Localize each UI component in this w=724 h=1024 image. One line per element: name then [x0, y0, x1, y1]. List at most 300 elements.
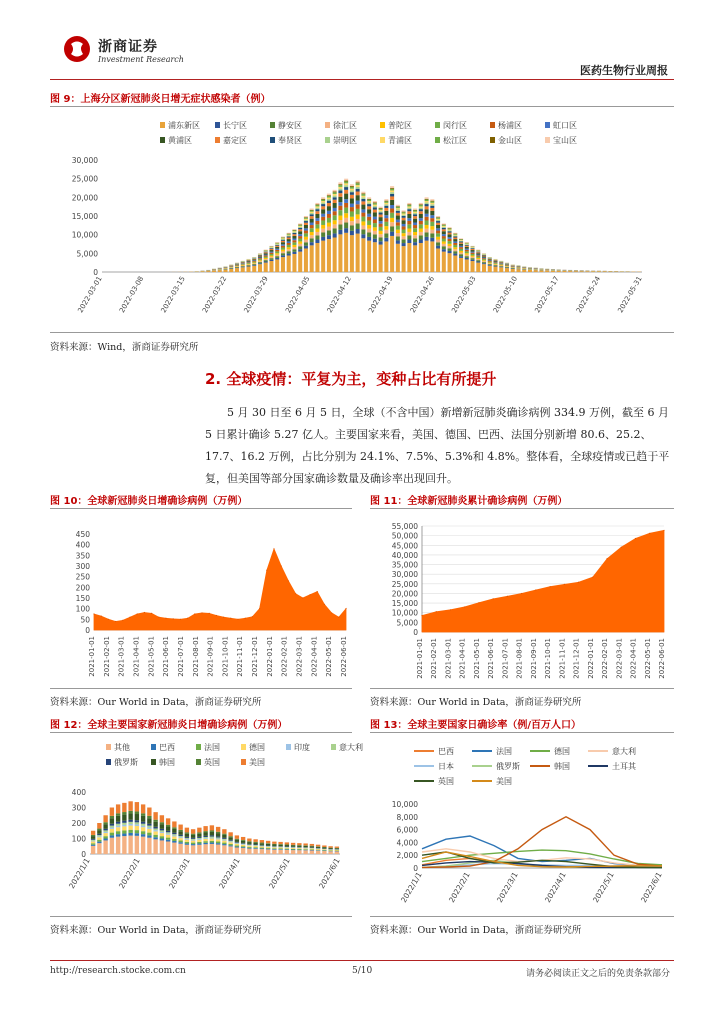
fig12-bar-segment [216, 842, 220, 844]
fig12-bar-segment [160, 824, 164, 829]
fig9-bar-segment [436, 240, 440, 243]
fig9-bar-segment [321, 197, 325, 198]
fig9-bar-segment [269, 254, 273, 256]
fig9-bar-segment [471, 246, 475, 247]
fig9-bar-segment [275, 256, 279, 258]
fig9-bar-segment [436, 221, 440, 223]
fig9-bottom-rule [50, 332, 674, 333]
y-tick-label: 300 [71, 803, 86, 813]
fig12-bar-segment [272, 849, 276, 850]
fig9-bar-segment [304, 225, 308, 228]
fig9-bar-segment [344, 181, 348, 182]
fig12-bar-segment [235, 843, 239, 844]
fig12-bar-segment [172, 836, 176, 839]
fig9-bar-segment [338, 190, 342, 193]
x-tick-label: 2022-05-01 [325, 636, 334, 677]
fig9-bar-segment [396, 208, 400, 209]
fig9-bar-segment [241, 264, 245, 265]
fig12-bar-segment [91, 846, 95, 854]
fig12-bar-segment [328, 848, 332, 849]
fig12-bar-segment [185, 842, 189, 844]
fig9-bar-segment [315, 240, 319, 243]
fig9-bar-segment [298, 234, 302, 236]
fig12-bar-segment [310, 850, 314, 854]
fig9-bar-segment [384, 199, 388, 200]
fig9-bar-segment [402, 239, 406, 243]
fig9-bar-segment [269, 247, 273, 248]
fig12-bar-segment [216, 833, 220, 836]
fig9-bar-segment [413, 214, 417, 216]
fig12-bar-segment [210, 838, 214, 839]
fig11-title-rule [370, 508, 674, 509]
fig12-bar-segment [235, 847, 239, 848]
fig9-bar-segment [436, 228, 440, 230]
fig9-bar-segment [275, 246, 279, 247]
fig12-bar-segment [110, 835, 114, 837]
x-tick-label: 2022-01-01 [586, 638, 595, 679]
fig12-bar-segment [97, 840, 101, 842]
fig9-bar-segment [482, 264, 486, 272]
fig12-bar-segment [241, 847, 245, 848]
fig11-title: 图 11：全球新冠肺炎累计确诊病例（万例） [370, 496, 568, 507]
fig9-bar-segment [407, 235, 411, 239]
fig9-bar-segment [597, 271, 601, 272]
y-tick-label: 250 [75, 572, 90, 582]
fig12-bar-segment [216, 827, 220, 832]
fig9-bar-segment [425, 241, 429, 272]
fig9-bar-segment [384, 230, 388, 234]
fig12-bar-segment [135, 811, 139, 814]
fig12-bar-segment [222, 843, 226, 844]
fig9-legend-label: 长宁区 [223, 121, 247, 130]
fig9-bar-segment [436, 218, 440, 219]
x-tick-label: 2021-10-01 [221, 636, 230, 677]
fig12-bar-segment [185, 838, 189, 839]
fig10-point [151, 613, 152, 614]
x-tick-label: 2022-03-08 [117, 275, 146, 315]
fig12-bar-segment [128, 826, 132, 830]
fig9-bar-segment [425, 204, 429, 206]
x-tick-label: 2021-07-01 [501, 638, 510, 679]
fig9-bar-segment [413, 209, 417, 210]
fig9-bar-segment [298, 228, 302, 229]
fig9-bar-segment [367, 204, 371, 206]
fig9-bar-segment [246, 262, 250, 263]
fig9-bar-segment [275, 251, 279, 253]
fig12-bar-segment [141, 837, 145, 854]
fig9-bar-segment [425, 232, 429, 236]
fig12-bar-segment [260, 845, 264, 846]
fig12-bar-segment [303, 845, 307, 846]
fig9-bar-segment [419, 232, 423, 235]
fig9-bar-segment [333, 220, 337, 224]
fig9-bar-segment [356, 192, 360, 196]
fig9-bar-segment [269, 261, 273, 272]
fig9-bar-segment [402, 226, 406, 229]
fig9-bar-segment [471, 252, 475, 253]
fig9-bar-segment [448, 230, 452, 231]
fig9-bar-segment [419, 209, 423, 211]
fig9-bar-segment [442, 229, 446, 231]
y-tick-label: 50 [80, 615, 90, 625]
fig12-bar-segment [178, 836, 182, 837]
fig9-bar-segment [557, 271, 561, 272]
fig9-bar-segment [436, 233, 440, 236]
fig9-bar-segment [442, 234, 446, 236]
fig12-bar-segment [210, 843, 214, 844]
fig9-bar-segment [350, 204, 354, 208]
fig9-bar-segment [471, 258, 475, 260]
fig9-bar-segment [568, 271, 572, 272]
fig9-bar-segment [425, 197, 429, 198]
fig12-bar-segment [160, 839, 164, 841]
fig13-source: 资料来源：Our World in Data，浙商证券研究所 [370, 925, 582, 936]
fig9-bar-segment [425, 201, 429, 202]
fig9-bar-segment [264, 260, 268, 261]
fig9-bar-segment [471, 257, 475, 258]
fig9-legend-label: 嘉定区 [223, 136, 247, 145]
fig9-bar-segment [361, 196, 365, 198]
fig9-bar-segment [425, 214, 429, 217]
fig9-bar-segment [384, 226, 388, 230]
fig12-bar-segment [285, 849, 289, 850]
fig12-bar-segment [303, 846, 307, 847]
fig9-legend-swatch [160, 137, 165, 143]
fig9-bar-segment [321, 209, 325, 213]
fig9-legend-swatch [380, 122, 385, 128]
fig12-bar-segment [241, 844, 245, 845]
fig9-bar-segment [252, 261, 256, 262]
fig12-bar-segment [291, 845, 295, 846]
fig9-bar-segment [425, 217, 429, 221]
fig9-bar-segment [246, 266, 250, 267]
x-tick-label: 2022-04-26 [408, 275, 437, 315]
y-tick-label: 25,000 [71, 174, 98, 184]
fig12-bar-segment [135, 826, 139, 830]
fig9-bar-segment [448, 248, 452, 251]
fig9-bar-segment [287, 241, 291, 243]
fig12-bar-segment [197, 840, 201, 842]
fig9-bar-segment [430, 204, 434, 205]
fig13-legend-label: 俄罗斯 [496, 762, 520, 771]
fig9-bar-segment [396, 236, 400, 240]
fig12-bar-segment [191, 845, 195, 854]
fig12-bar-segment [247, 842, 251, 844]
fig9-bar-segment [459, 240, 463, 241]
fig12-bar-segment [116, 826, 120, 827]
fig9-bar-segment [258, 261, 262, 262]
fig11-point [621, 547, 622, 548]
fig9-bar-segment [350, 207, 354, 211]
fig12-bar-segment [303, 850, 307, 851]
fig9-bar-segment [287, 254, 291, 256]
fig12-bar-segment [197, 842, 201, 844]
fig9-bar-segment [488, 266, 492, 272]
x-tick-label: 2022-02-01 [280, 636, 289, 677]
fig9-bar-segment [292, 249, 296, 252]
fig12-bar-segment [291, 843, 295, 845]
fig9-bar-segment [321, 241, 325, 272]
fig10-point [281, 565, 282, 566]
fig9-bar-segment [310, 242, 314, 245]
fig9-bar-segment [413, 216, 417, 219]
fig9-bar-segment [488, 260, 492, 261]
fig12-bar-segment [260, 843, 264, 844]
y-tick-label: 0 [413, 864, 418, 873]
fig12-bar-segment [122, 825, 126, 827]
fig9-bar-segment [315, 218, 319, 221]
fig9-bar-segment [476, 252, 480, 253]
fig9-bar-segment [241, 266, 245, 267]
fig12-bar-segment [322, 845, 326, 847]
fig10-point [295, 593, 296, 594]
fig9-bar-segment [264, 258, 268, 259]
fig12-bar-segment [310, 849, 314, 850]
x-tick-label: 2021-04-01 [132, 636, 141, 677]
fig9-bar-segment [430, 241, 434, 272]
fig12-bar-segment [253, 839, 257, 842]
fig9-source: 资料来源：Wind，浙商证券研究所 [50, 342, 199, 353]
fig9-bar-segment [287, 236, 291, 237]
fig12-bar-segment [291, 845, 295, 846]
fig12-bar-segment [128, 824, 132, 826]
fig12-bar-segment [228, 842, 232, 843]
fig12-bar-segment [185, 840, 189, 842]
fig9-bar-segment [402, 220, 406, 224]
fig9-bar-segment [298, 223, 302, 224]
fig9-bar-segment [390, 205, 394, 208]
fig12-bar-segment [122, 830, 126, 833]
fig12-bar-segment [285, 844, 289, 845]
fig9-legend-swatch [325, 122, 330, 128]
fig9-bar-segment [361, 192, 365, 194]
y-tick-label: 30,000 [391, 570, 418, 580]
fig12-bar-segment [91, 845, 95, 846]
fig10-point [93, 613, 94, 614]
fig9-bar-segment [281, 250, 285, 252]
fig12-bar-segment [91, 840, 95, 841]
fig9-bar-segment [471, 253, 475, 254]
fig12-title: 图 12：全球主要国家新冠肺炎日增确诊病例（万例） [50, 720, 288, 731]
x-tick-label: 2022-05-24 [574, 275, 603, 315]
fig9-bar-segment [287, 234, 291, 235]
fig12-bar-segment [128, 836, 132, 854]
fig12-bar-segment [135, 824, 139, 826]
fig9-bar-segment [275, 259, 279, 272]
y-tick-label: 100 [75, 604, 90, 614]
fig12-bar-segment [91, 841, 95, 842]
fig9-bar-segment [367, 241, 371, 272]
fig9-bar-segment [304, 220, 308, 221]
fig9-bar-segment [407, 211, 411, 214]
fig9-bar-segment [379, 224, 383, 227]
fig9-bar-segment [390, 218, 394, 222]
fig12-bar-segment [247, 839, 251, 842]
fig9-bar-segment [471, 247, 475, 248]
fig10-point [180, 619, 181, 620]
y-tick-label: 20,000 [71, 193, 98, 203]
fig9-bar-segment [304, 216, 308, 217]
fig9-legend-label: 虹口区 [553, 121, 577, 130]
fig12-bar-segment [191, 843, 195, 844]
fig12-bar-segment [141, 816, 145, 822]
fig12-bar-segment [328, 851, 332, 854]
fig12-bar-segment [203, 831, 207, 832]
fig9-bar-segment [356, 187, 360, 189]
fig9-bar-segment [292, 229, 296, 230]
x-tick-label: 2022-04-05 [284, 275, 312, 315]
x-tick-label: 2021-03-01 [117, 636, 126, 677]
fig9-bar-segment [338, 187, 342, 189]
x-tick-label: 2021-03-01 [444, 638, 453, 679]
fig12-legend-label: 韩国 [159, 758, 175, 767]
fig12-bar-segment [122, 815, 126, 821]
footer-url[interactable]: http://research.stocke.com.cn [50, 966, 186, 976]
fig12-bar-segment [185, 845, 189, 854]
fig11-source: 资料来源：Our World in Data，浙商证券研究所 [370, 697, 582, 708]
fig9-bar-segment [482, 258, 486, 259]
fig9-bar-segment [356, 195, 360, 200]
fig12-bar-segment [166, 834, 170, 835]
fig9-bar-segment [453, 251, 457, 253]
x-tick-label: 2022-04-01 [629, 638, 638, 679]
fig12-bar-segment [235, 843, 239, 844]
fig9-bar-segment [476, 253, 480, 254]
fig9-bar-segment [407, 243, 411, 272]
fig10-point [165, 618, 166, 619]
fig9-bar-segment [338, 220, 342, 224]
fig9-bar-segment [350, 226, 354, 231]
fig9-bar-segment [344, 223, 348, 229]
fig9-bar-segment [304, 240, 308, 243]
fig9-bar-segment [304, 242, 308, 245]
fig12-bar-segment [216, 839, 220, 841]
fig9-bar-segment [562, 271, 566, 272]
fig9-bar-segment [304, 233, 308, 236]
x-tick-label: 2021-12-01 [251, 636, 260, 677]
fig9-bar-segment [402, 233, 406, 236]
fig9-bar-segment [258, 259, 262, 260]
fig9-bar-segment [407, 221, 411, 224]
fig12-bar-segment [166, 818, 170, 824]
fig12-bar-segment [222, 834, 226, 835]
fig12-bar-segment [178, 831, 182, 835]
fig9-bar-segment [258, 256, 262, 257]
fig9-bar-segment [350, 186, 354, 187]
fig9-bar-segment [373, 203, 377, 204]
fig12-bar-segment [178, 830, 182, 831]
fig12-bar-segment [116, 822, 120, 824]
fig9-bar-segment [494, 264, 498, 265]
fig9-bar-segment [390, 213, 394, 218]
fig12-bar-segment [235, 845, 239, 846]
fig12-bar-segment [110, 824, 114, 826]
fig12-bar-segment [116, 837, 120, 854]
fig9-bar-segment [436, 216, 440, 217]
fig11-point [663, 530, 664, 531]
fig9-bar-segment [419, 208, 423, 209]
fig9-bar-segment [258, 263, 262, 264]
fig10-bottom-rule [50, 688, 352, 689]
fig9-bar-segment [448, 237, 452, 239]
fig9-bar-segment [419, 235, 423, 239]
fig9-bar-segment [298, 227, 302, 228]
fig12-bar-segment [197, 839, 201, 840]
fig12-bar-segment [310, 846, 314, 847]
fig12-bar-segment [322, 850, 326, 851]
fig12-bar-segment [222, 829, 226, 833]
fig12-bar-segment [210, 835, 214, 836]
fig9-bar-segment [471, 247, 475, 248]
fig9-legend-label: 浦东新区 [168, 121, 200, 130]
fig12-bar-segment [241, 837, 245, 840]
fig12-bar-segment [222, 838, 226, 839]
fig9-bar-segment [539, 270, 543, 272]
fig9-bar-segment [361, 225, 365, 229]
y-tick-label: 100 [71, 834, 86, 844]
fig9-bar-segment [430, 233, 434, 237]
fig12-bar-segment [153, 839, 157, 854]
fig12-bar-segment [247, 844, 251, 845]
fig12-legend-label: 印度 [294, 743, 310, 752]
fig10-point [302, 597, 303, 598]
fig9-bar-segment [476, 255, 480, 256]
fig9-bar-segment [304, 237, 308, 240]
fig11-point [550, 586, 551, 587]
fig9-bar-segment [298, 252, 302, 272]
fig9-bar-segment [459, 251, 463, 253]
y-tick-label: 2,000 [396, 851, 418, 861]
fig9-bar-segment [448, 231, 452, 232]
fig9-bar-segment [350, 231, 354, 235]
fig9-bar-segment [333, 190, 337, 192]
fig9-title-rule [50, 106, 674, 107]
fig9-bar-segment [551, 271, 555, 272]
fig9-bar-segment [275, 245, 279, 246]
fig9-bar-segment [379, 210, 383, 211]
fig9-bar-segment [264, 257, 268, 258]
x-tick-label: 2022-04-01 [310, 636, 319, 677]
fig9-bar-segment [396, 233, 400, 236]
fig12-bar-segment [178, 825, 182, 830]
fig9-bar-segment [321, 203, 325, 204]
fig12-bar-segment [185, 832, 189, 833]
fig12-bar-segment [247, 848, 251, 849]
fig12-bar-segment [91, 843, 95, 844]
fig12-bar-segment [166, 827, 170, 831]
fig9-bar-segment [281, 240, 285, 241]
y-tick-label: 25,000 [391, 579, 418, 589]
fig9-bar-segment [344, 199, 348, 203]
fig10-point [173, 618, 174, 619]
fig12-bar-segment [141, 822, 145, 824]
fig12-bar-segment [203, 837, 207, 838]
fig9-bar-segment [333, 228, 337, 233]
fig12-bar-segment [260, 848, 264, 849]
fig11-point [478, 602, 479, 603]
fig12-bar-segment [222, 840, 226, 841]
fig11-point [635, 538, 636, 539]
fig10-point [252, 616, 253, 617]
y-tick-label: 35,000 [391, 560, 418, 570]
fig12-bar-segment [291, 850, 295, 854]
fig12-bar-segment [141, 804, 145, 813]
fig12-legend-label: 巴西 [159, 743, 175, 752]
fig9-bar-segment [258, 255, 262, 256]
fig12-bar-segment [141, 813, 145, 815]
fig9-bar-segment [338, 193, 342, 197]
fig9-bar-segment [505, 264, 509, 265]
